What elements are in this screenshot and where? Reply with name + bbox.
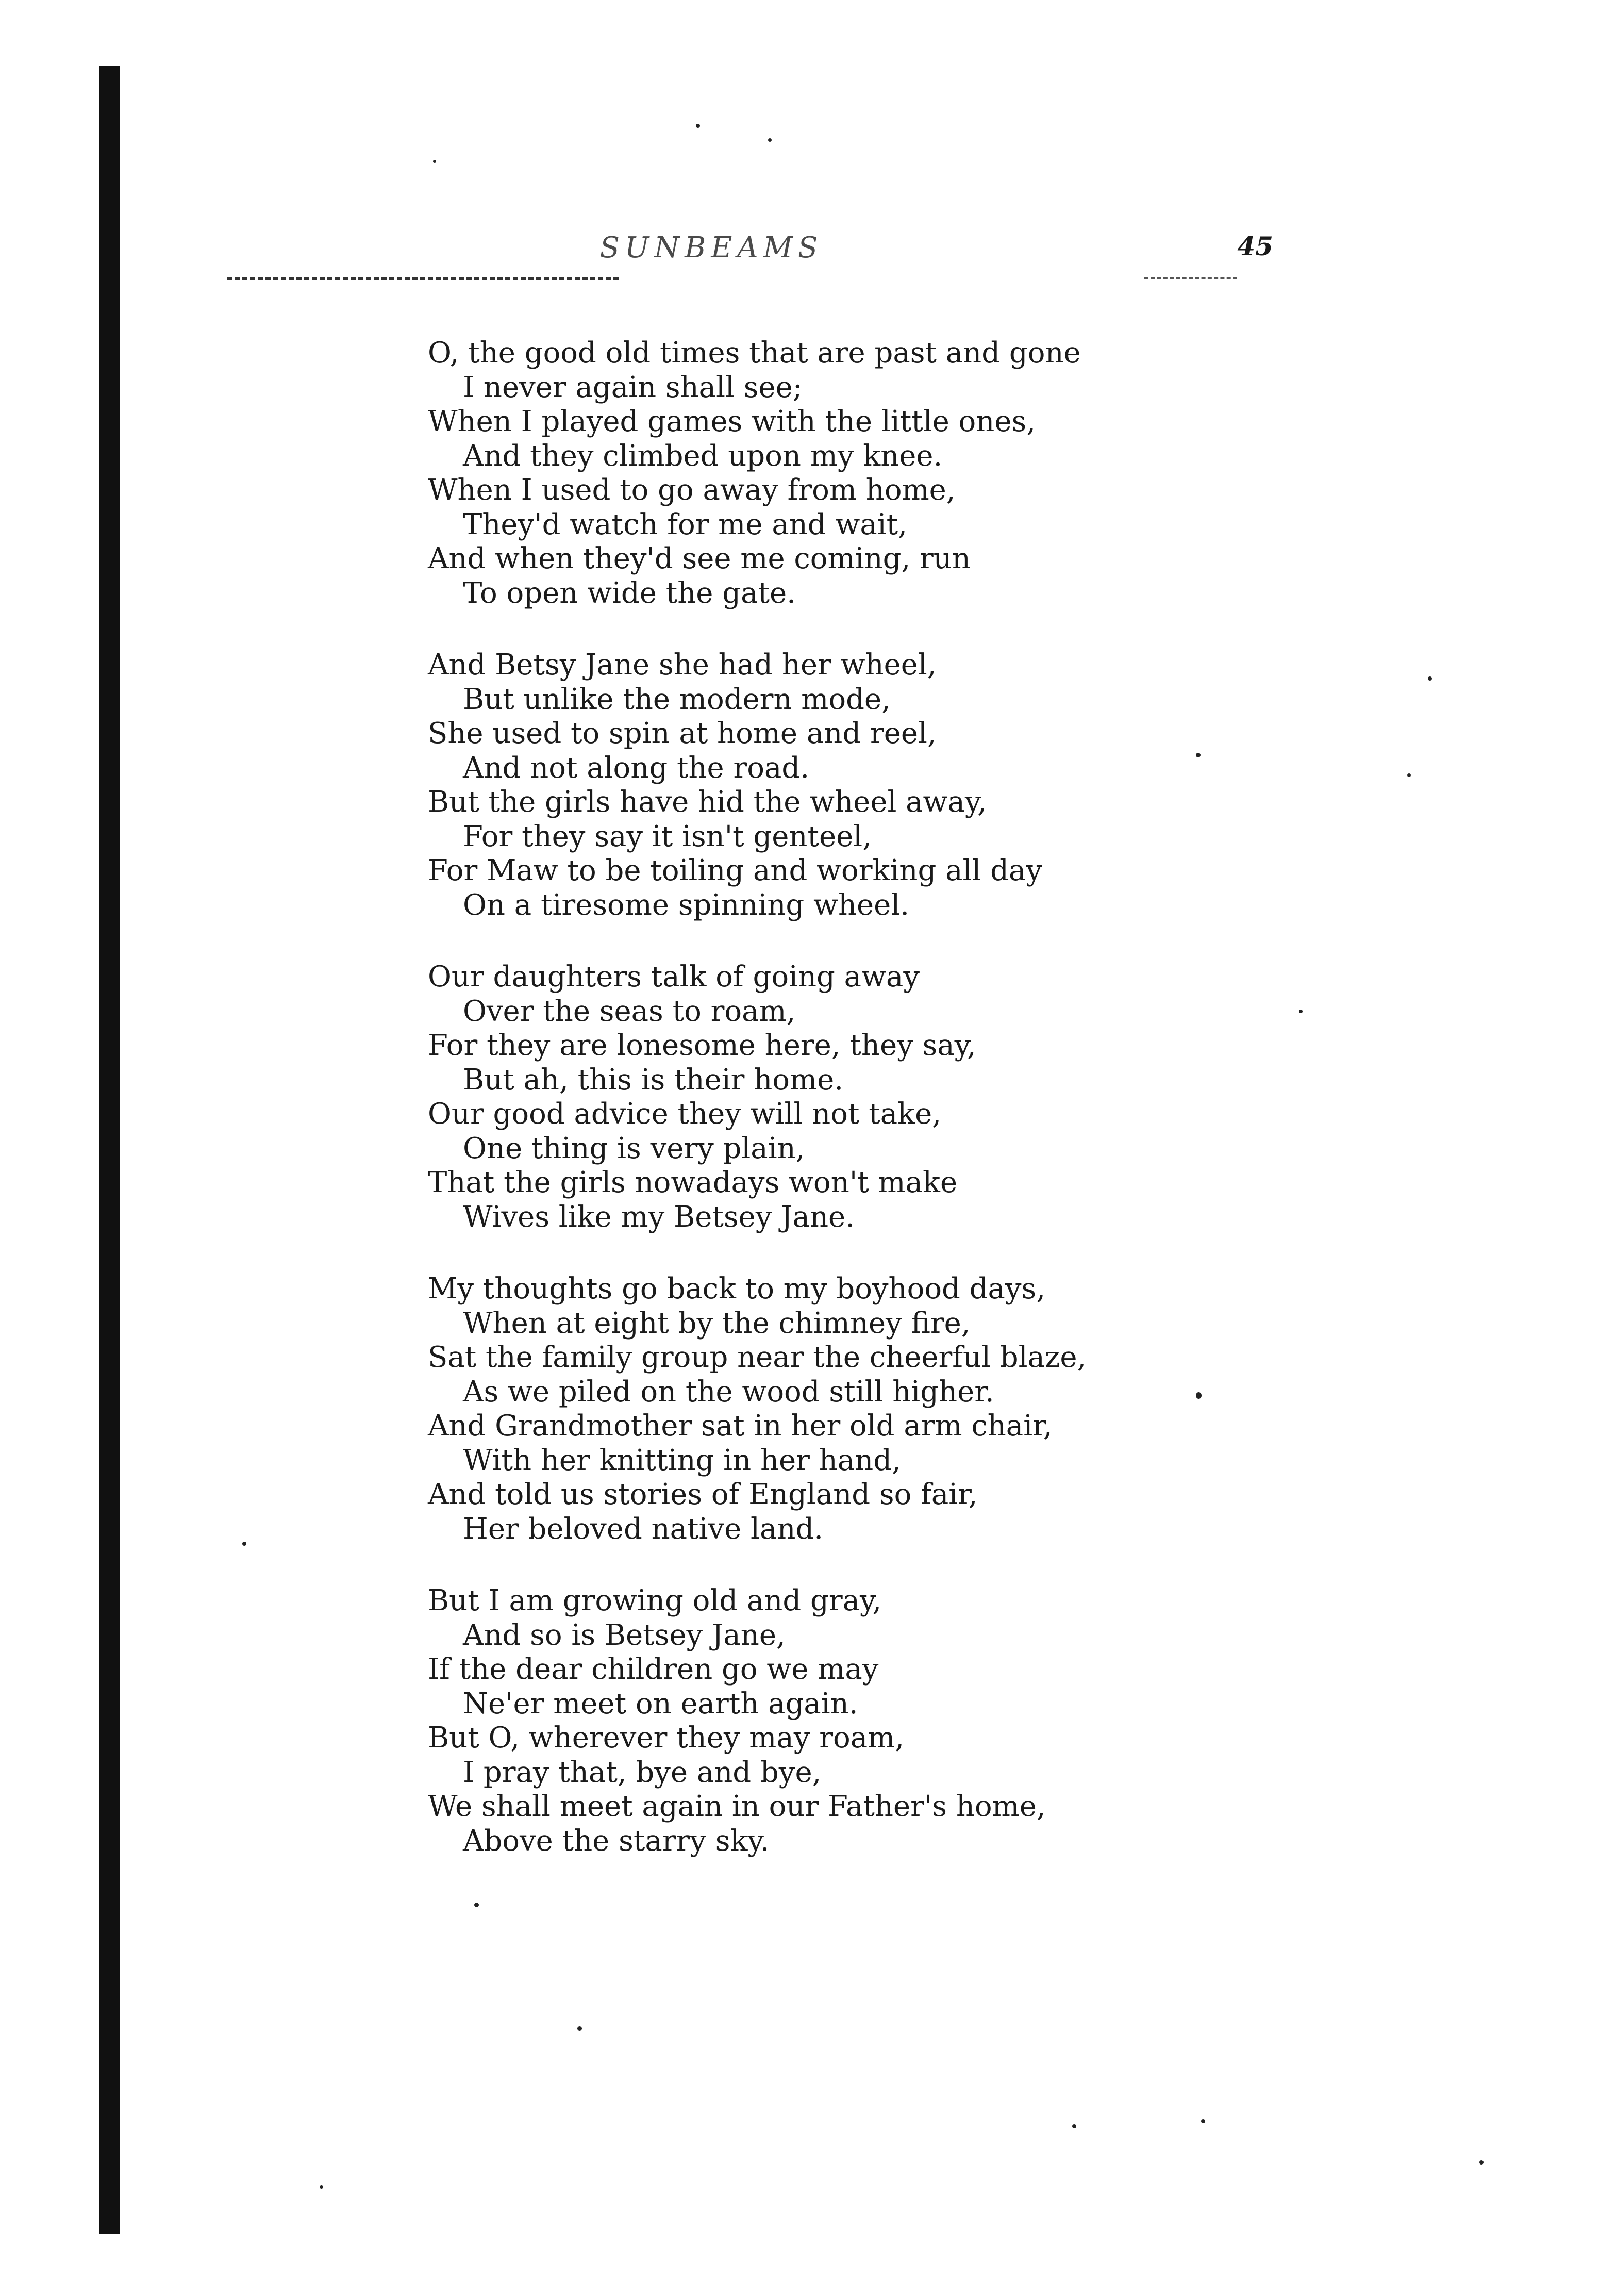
poem-line: That the girls nowadays won't make bbox=[428, 1166, 958, 1199]
poem-line: When I used to go away from home, bbox=[428, 473, 956, 507]
poem-line: She used to spin at home and reel, bbox=[428, 717, 937, 750]
poem-line: They'd watch for me and wait, bbox=[463, 507, 907, 541]
poem-line: When at eight by the chimney fire, bbox=[463, 1306, 971, 1340]
poem-line: And Betsy Jane she had her wheel, bbox=[428, 648, 937, 682]
header-rule bbox=[227, 277, 619, 280]
poem-line: And Grandmother sat in her old arm chair, bbox=[428, 1409, 1053, 1443]
scan-speck bbox=[1299, 1010, 1303, 1013]
running-head-title: SUNBEAMS bbox=[599, 231, 823, 265]
scan-speck bbox=[577, 2026, 582, 2031]
scan-speck bbox=[242, 1542, 246, 1546]
poem-line: As we piled on the wood still higher. bbox=[463, 1375, 994, 1409]
poem-line: To open wide the gate. bbox=[463, 576, 796, 610]
poem-line: And not along the road. bbox=[463, 751, 809, 785]
poem-line: But I am growing old and gray, bbox=[428, 1584, 882, 1617]
poem-line: But the girls have hid the wheel away, bbox=[428, 785, 987, 819]
poem-line: We shall meet again in our Father's home, bbox=[428, 1790, 1046, 1823]
poem-line: Our good advice they will not take, bbox=[428, 1097, 942, 1131]
stanza bbox=[428, 336, 1304, 610]
scan-speck bbox=[1201, 2119, 1205, 2123]
poem-line: Her beloved native land. bbox=[463, 1512, 824, 1546]
scan-speck bbox=[474, 1903, 479, 1907]
scan-speck bbox=[1196, 753, 1201, 757]
scan-speck bbox=[1407, 773, 1411, 777]
poem-line: But ah, this is their home. bbox=[463, 1063, 844, 1097]
poem-line: Over the seas to roam, bbox=[463, 994, 796, 1028]
header-rule-right bbox=[1144, 277, 1237, 279]
poem-line: I never again shall see; bbox=[463, 370, 803, 404]
poem-line: My thoughts go back to my boyhood days, bbox=[428, 1272, 1046, 1306]
poem-line: For they say it isn't genteel, bbox=[463, 819, 872, 853]
poem-body bbox=[428, 336, 1304, 1896]
poem-line: Ne'er meet on earth again. bbox=[463, 1687, 858, 1721]
poem-line: Wives like my Betsey Jane. bbox=[463, 1200, 855, 1234]
stanza bbox=[428, 960, 1304, 1234]
poem-line: If the dear children go we may bbox=[428, 1653, 879, 1686]
poem-line: And told us stories of England so fair, bbox=[428, 1478, 978, 1511]
poem-line: For they are lonesome here, they say, bbox=[428, 1029, 976, 1062]
poem-line: On a tiresome spinning wheel. bbox=[463, 888, 910, 922]
page-number: 45 bbox=[1237, 231, 1273, 261]
poem-line: And so is Betsey Jane, bbox=[463, 1618, 786, 1652]
stanza bbox=[428, 1584, 1304, 1858]
scan-speck bbox=[1428, 676, 1432, 681]
stanza bbox=[428, 1272, 1304, 1546]
poem-line: One thing is very plain, bbox=[463, 1131, 805, 1165]
poem-line: And they climbed upon my knee. bbox=[463, 439, 943, 473]
scan-speck bbox=[320, 2185, 323, 2189]
poem-line: With her knitting in her hand, bbox=[463, 1443, 901, 1477]
scan-speck bbox=[768, 138, 772, 142]
poem-line: Sat the family group near the cheerful blaze, bbox=[428, 1341, 1087, 1374]
stanza bbox=[428, 648, 1304, 922]
scan-speck bbox=[433, 160, 436, 163]
poem-line: O, the good old times that are past and gone bbox=[428, 336, 1081, 370]
poem-line: When I played games with the little ones, bbox=[428, 405, 1036, 438]
poem-line: I pray that, bye and bye, bbox=[463, 1755, 822, 1789]
scan-speck bbox=[1072, 2124, 1076, 2128]
scan-speck bbox=[696, 124, 700, 128]
poem-line: But O, wherever they may roam, bbox=[428, 1721, 904, 1755]
scan-speck bbox=[1479, 2160, 1484, 2165]
poem-line: Our daughters talk of going away bbox=[428, 960, 920, 994]
scan-speck bbox=[1196, 1392, 1202, 1399]
poem-line: For Maw to be toiling and working all day bbox=[428, 854, 1042, 887]
binding-edge bbox=[99, 66, 120, 2234]
poem-line: But unlike the modern mode, bbox=[463, 682, 891, 716]
poem-line: Above the starry sky. bbox=[463, 1824, 770, 1858]
poem-line: And when they'd see me coming, run bbox=[428, 542, 971, 575]
